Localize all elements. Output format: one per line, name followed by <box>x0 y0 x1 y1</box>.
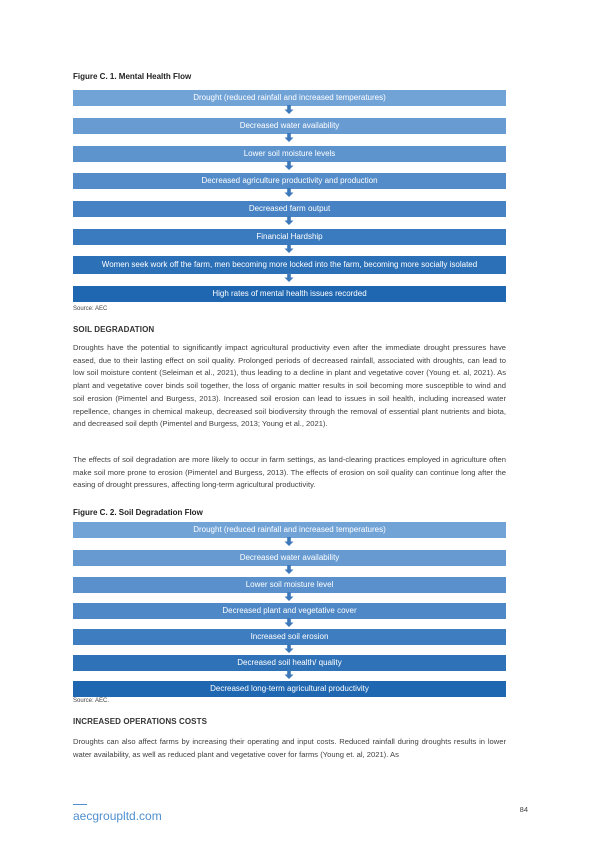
footer-website-link[interactable]: aecgroupltd.com <box>73 809 162 823</box>
mental-health-flow-step-8: High rates of mental health issues recorded <box>73 286 506 302</box>
down-arrow-icon <box>284 670 294 679</box>
down-arrow-icon <box>284 565 294 574</box>
soil-degradation-paragraph-1: Droughts have the potential to significantly impact agricultural productivity even after the immediate drought pressures have eased, due to their lasting effect on soil quality. Prolonged periods of decreased rainfall, associated with droughts, can lead to low soil moisture content (Seleiman et al., 2021), thus leading to a decline in plant and vegetative cover (Young et. al, 2021). As plant and vegetative cover binds soil together, the loss of organic matter results in soil becoming more susceptible to wind and soil erosion (Pimentel and Burgess, 2013). Increased soil erosion can lead to issues in soil health, including increased water repellence, changes in chemical makeup, decreased soil biodiversity through the removal of essential plant nutrients and biota, and decreased soil depth (Pimentel and Burgess, 2013; Young et al., 2021). <box>73 343 506 429</box>
soil-degradation-paragraph-2: The effects of soil degradation are more likely to occur in farm settings, as land-clearing practices employed in agriculture often make soil more prone to erosion (Pimentel and Burgess, 2013). The effects of erosion on soil quality can continue long after the easing of drought pressures, affecting long-term agricultural productivity. <box>73 455 506 490</box>
figure-1-source: Source: AEC <box>73 306 108 312</box>
down-arrow-icon <box>284 618 294 627</box>
soil-degradation-flow-step-3: Lower soil moisture level <box>73 577 506 593</box>
operations-costs-heading: INCREASED OPERATIONS COSTS <box>73 717 208 726</box>
page-number: 84 <box>519 805 528 814</box>
mental-health-flow-step-2: Decreased water availability <box>73 118 506 134</box>
soil-degradation-heading: SOIL DEGRADATION <box>73 325 155 334</box>
figure-2-title: Figure C. 2. Soil Degradation Flow <box>73 508 203 517</box>
soil-degradation-flow-step-6: Decreased soil health/ quality <box>73 655 506 671</box>
down-arrow-icon <box>284 133 294 142</box>
down-arrow-icon <box>284 216 294 225</box>
down-arrow-icon <box>284 592 294 601</box>
soil-degradation-flow-step-5: Increased soil erosion <box>73 629 506 645</box>
down-arrow-icon <box>284 161 294 170</box>
down-arrow-icon <box>284 188 294 197</box>
mental-health-flow-step-5: Decreased farm output <box>73 201 506 217</box>
mental-health-flow-step-3: Lower soil moisture levels <box>73 146 506 162</box>
soil-degradation-flow-step-7: Decreased long-term agricultural productivity <box>73 681 506 697</box>
down-arrow-icon <box>284 244 294 253</box>
figure-2-source: Source: AEC. <box>73 698 110 704</box>
soil-degradation-flow-step-1: Drought (reduced rainfall and increased temperatures) <box>73 522 506 538</box>
mental-health-flow-step-1: Drought (reduced rainfall and increased temperatures) <box>73 90 506 106</box>
footer-accent-line <box>73 804 87 805</box>
down-arrow-icon <box>284 105 294 114</box>
operations-costs-paragraph: Droughts can also affect farms by increasing their operating and input costs. Reduced rainfall during droughts results in lower water availability, as well as reduced plant and vegetative cover for farms (Young et. al, 2021). As <box>73 737 506 759</box>
soil-degradation-flow-step-2: Decreased water availability <box>73 550 506 566</box>
mental-health-flow-step-4: Decreased agriculture productivity and production <box>73 173 506 189</box>
mental-health-flow-step-7: Women seek work off the farm, men becoming more locked into the farm, becoming more socially isolated <box>73 256 506 274</box>
soil-degradation-flow-step-4: Decreased plant and vegetative cover <box>73 603 506 619</box>
down-arrow-icon <box>284 273 294 282</box>
mental-health-flow-step-6: Financial Hardship <box>73 229 506 245</box>
down-arrow-icon <box>284 644 294 653</box>
down-arrow-icon <box>284 537 294 546</box>
figure-1-title: Figure C. 1. Mental Health Flow <box>73 72 192 81</box>
